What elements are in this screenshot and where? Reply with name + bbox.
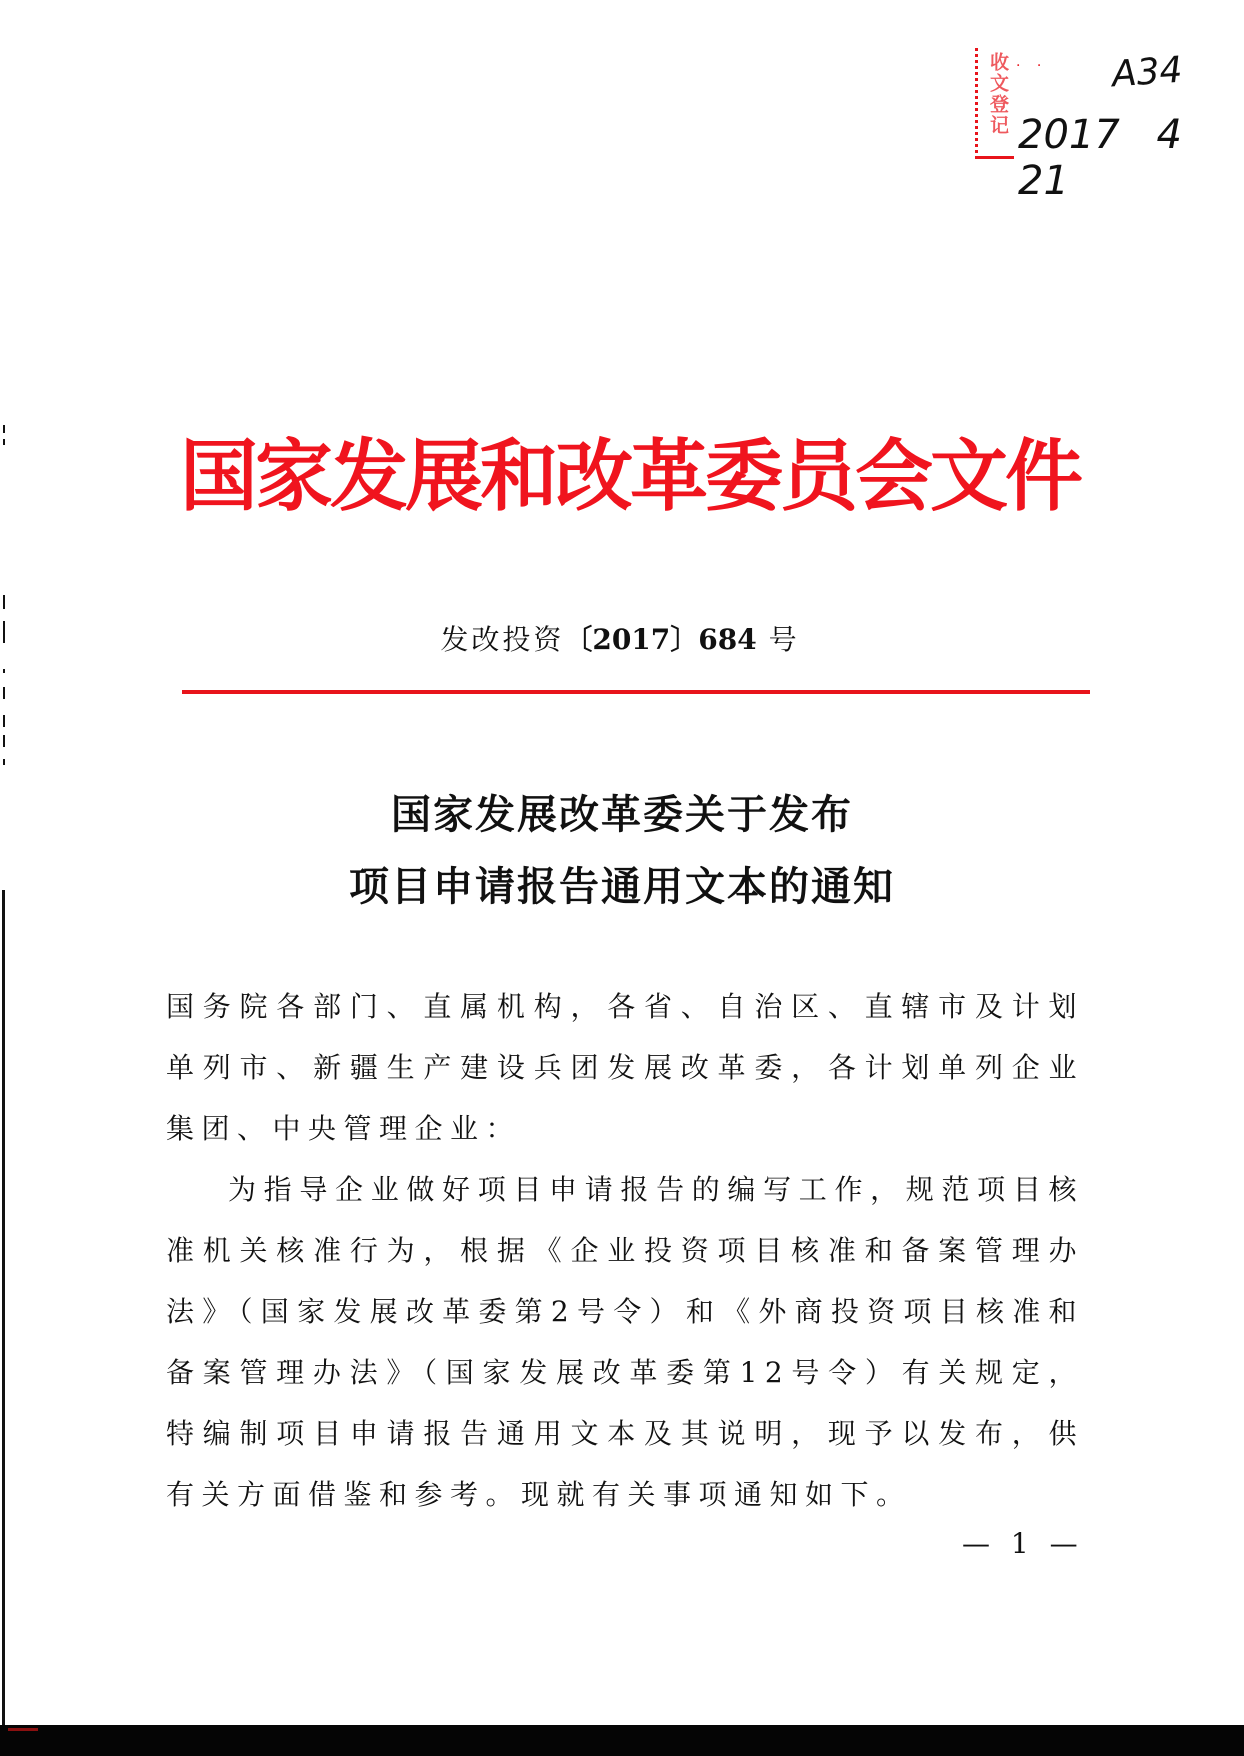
letterhead-title: 国家发展和改革委员会文件: [180, 432, 1081, 522]
docno-year: 〔2017〕: [564, 623, 699, 656]
handwritten-date: 2017 4 21: [1018, 112, 1182, 204]
addressees: 国务院各部门、直属机构，各省、自治区、直辖市及计划单列市、新疆生产建设兵团发展改革委，各计划单列企业集团、中央管理企业：: [166, 990, 1084, 1145]
stamp-text: 收文登记: [987, 52, 1009, 136]
receipt-stamp: [975, 48, 1014, 159]
docno-prefix: 发改投资: [440, 623, 565, 656]
document-body: [166, 976, 1084, 1525]
docno-suffix: 号: [768, 623, 800, 656]
stamp-marks: · ·: [1016, 58, 1048, 74]
body-paragraph-1: 为指导企业做好项目申请报告的编写工作，规范项目核准机关核准行为，根据《企业投资项目核准和备案管理办法》（国家发展改革委第2号令）和《外商投资项目核准和备案管理办法》（国家发展改革委第12号令）有关规定，特编制项目申请报告通用文本及其说明，现予以发布，供有关方面借鉴和参考。现就有关事项通知如下。: [166, 1173, 1084, 1511]
handwritten-code: A34: [1110, 49, 1184, 96]
notice-title-line1: 国家发展改革委关于发布: [391, 792, 853, 838]
notice-title-line2: 项目申请报告通用文本的通知: [349, 864, 895, 910]
docno-number: 684: [698, 623, 757, 656]
scan-bottom-red-mark: [8, 1728, 38, 1731]
document-number: [300, 620, 940, 660]
page-number: — 1 —: [962, 1527, 1084, 1560]
scan-bottom-edge: [0, 1725, 1244, 1756]
red-separator-rule: [182, 690, 1090, 694]
scan-left-border: [2, 890, 5, 1750]
